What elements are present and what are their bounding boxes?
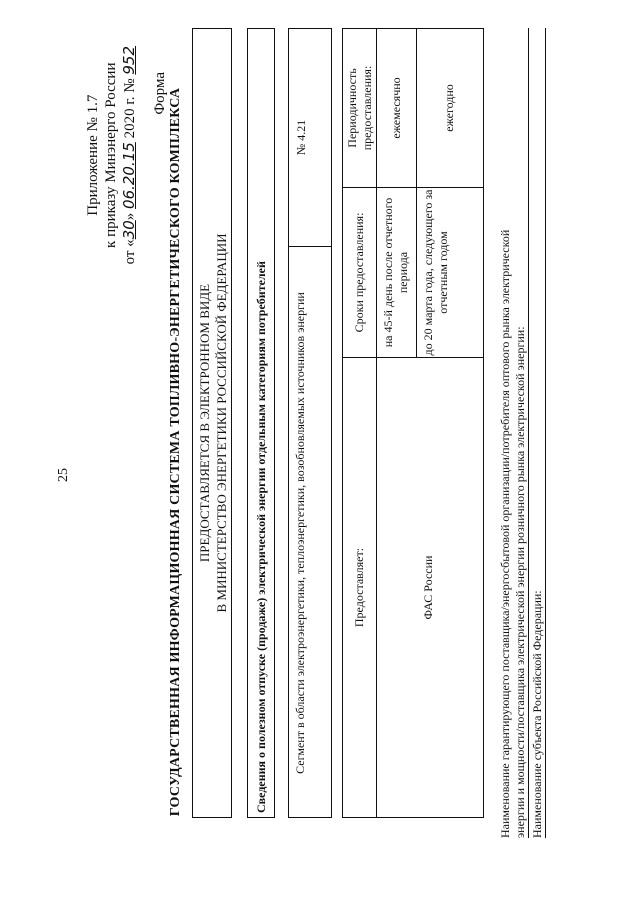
provided-box [192,28,232,818]
appendix-line-1: Приложение № 1.7 [85,94,101,216]
info-title-box [247,28,275,818]
header-periodicity: Периодичность предоставления: [343,29,377,187]
appendix-date-prefix: от « [122,239,138,265]
submission-table [342,28,484,818]
cell-deadline-monthly: на 45-й день после отчетного периода [377,187,417,357]
appendix-line-2: к приказу Минэнерго России [103,62,119,248]
page-number: 25 [56,468,71,482]
header-provider: Предоставляет: [343,357,377,817]
segment-code: № 4.21 [289,29,331,247]
cell-deadline-yearly: до 20 марта года, следующего за отчетным годом [417,187,483,357]
appendix-date-mid: » [122,208,138,221]
cell-provider: ФАС России [377,357,483,817]
rotated-document [40,22,600,882]
form-label: Форма [152,72,168,115]
footer-fields [498,28,546,838]
segment-text: Сегмент в области электроэнергетики, теплоэнергетики, возобновляемых источников энергии [293,292,307,774]
provided-line-2: В МИНИСТЕРСТВО ЭНЕРГЕТИКИ РОССИЙСКОЙ ФЕДЕРАЦИИ [214,233,229,613]
footer-line-3: Наименование субъекта Российской Федерации: [529,28,546,838]
gis-title: ГОСУДАРСТВЕННАЯ ИНФОРМАЦИОННАЯ СИСТЕМА ТОПЛИВНО-ЭНЕРГЕТИЧЕСКОГО КОМПЛЕКСА [168,87,183,817]
cell-period-monthly: ежемесячно [377,29,417,187]
appendix-date-month: 06.20.15 [120,142,138,209]
appendix-order-number: 952 [120,46,138,75]
footer-line-2: энергии и мощности/поставщика электрической энергии розничного рынка электрической энергии: [512,28,529,838]
appendix-line-3 [120,46,139,264]
appendix-date-day: 30 [120,220,138,240]
cell-period-yearly: ежегодно [442,84,456,132]
info-title: Сведения о полезном отпуске (продаже) электрической энергии отдельным категориям потребителей [254,261,268,813]
appendix-header [84,46,139,264]
header-deadline: Сроки предоставления: [343,187,377,357]
segment-box [288,28,332,818]
appendix-date-year: 2020 г. № [122,74,138,143]
footer-line-1: Наименование гарантирующего поставщика/энергосбытовой организации/потребителя оптового рынка электрической [498,229,512,838]
provided-line-1: ПРЕДОСТАВЛЯЕТСЯ В ЭЛЕКТРОННОМ ВИДЕ [197,283,212,563]
